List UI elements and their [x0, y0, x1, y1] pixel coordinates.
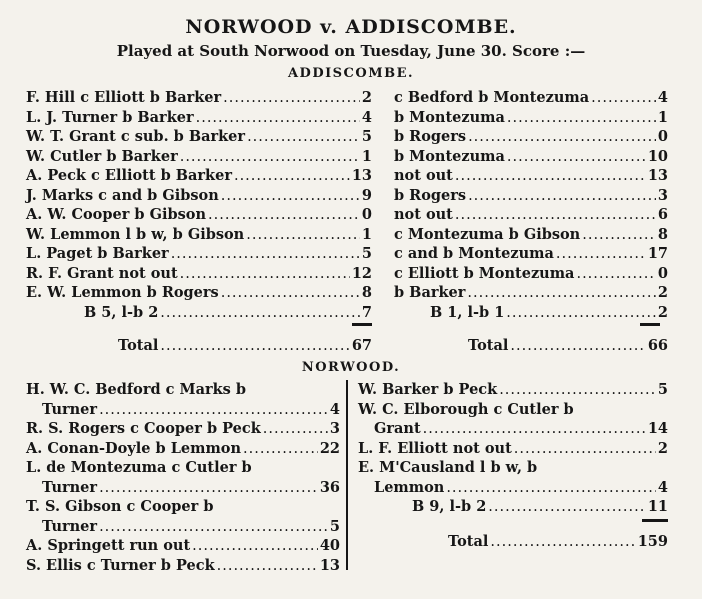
dot-leader — [582, 225, 656, 245]
dot-leader — [247, 127, 360, 147]
batsman-text: A. W. Cooper b Gibson — [26, 206, 206, 223]
batsman-text: R. S. Rogers c Cooper b Peck — [26, 420, 261, 437]
batsman-text: b Rogers — [394, 128, 467, 145]
batsman-text: Turner — [42, 401, 98, 418]
norwood-heading: NORWOOD. — [301, 360, 401, 375]
batsman-entry — [26, 556, 340, 576]
batsman-text: A. Conan-Doyle b Lemmon — [26, 440, 242, 457]
total-label: Total — [448, 533, 489, 550]
first-innings-row — [26, 166, 372, 186]
dot-leader — [263, 419, 328, 439]
first-innings-row — [26, 225, 372, 245]
dot-leader — [221, 283, 360, 303]
runs-value: 2 — [361, 89, 372, 106]
dot-leader — [556, 244, 646, 264]
total-value: 67 — [351, 337, 372, 354]
dot-leader — [192, 536, 318, 556]
runs-value: 36 — [319, 479, 340, 496]
runs-value: 3 — [329, 420, 340, 437]
batsman-entry — [358, 380, 668, 400]
first-innings-row — [26, 264, 372, 284]
runs-value: 6 — [657, 206, 668, 223]
batsman-text: A. Springett run out — [26, 537, 191, 554]
second-innings-row — [394, 244, 668, 264]
runs-value: 1 — [361, 148, 372, 165]
runs-value: 9 — [361, 187, 372, 204]
column-divider — [346, 380, 348, 570]
first-innings-total-rule — [352, 323, 372, 326]
runs-value: 8 — [361, 284, 372, 301]
dot-leader — [507, 147, 646, 167]
batsman-entry-continued — [42, 400, 340, 420]
batsman-entry-continued — [374, 419, 668, 439]
batsman-text: b Montezuma — [394, 148, 505, 165]
runs-value: 0 — [657, 265, 668, 282]
batsman-text: W. T. Grant c sub. b Barker — [26, 128, 246, 145]
runs-value: 1 — [361, 226, 372, 243]
runs-value: 22 — [319, 440, 340, 457]
batsman-text: Turner — [42, 479, 98, 496]
runs-value: 14 — [647, 420, 668, 437]
total-label: Total — [468, 337, 509, 354]
batsman-entry — [358, 400, 668, 420]
norwood-total-rule — [642, 519, 668, 522]
batsman-entry-continued — [374, 478, 668, 498]
match-subtitle: Played at South Norwood on Tuesday, June 30. Score :— — [116, 42, 586, 60]
runs-value: 4 — [657, 479, 668, 496]
batsman-text: B 1, l-b 1 — [430, 304, 505, 321]
batsman-text: L. de Montezuma c Cutler b — [26, 459, 252, 476]
batsman-text: c and b Montezuma — [394, 245, 554, 262]
runs-value: 2 — [657, 440, 668, 457]
dot-leader — [490, 532, 635, 552]
dot-leader — [455, 166, 646, 186]
dot-leader — [467, 283, 656, 303]
second-innings-extras — [430, 303, 668, 323]
batsman-entry-continued — [42, 478, 340, 498]
runs-value: 5 — [361, 245, 372, 262]
total-value: 66 — [647, 337, 668, 354]
dot-leader — [171, 244, 360, 264]
first-innings-extras — [84, 303, 372, 323]
batsman-text: W. Barker b Peck — [358, 381, 498, 398]
batsman-text: c Bedford b Montezuma — [394, 89, 590, 106]
batsman-text: S. Ellis c Turner b Peck — [26, 557, 215, 574]
batsman-text: not out — [394, 206, 453, 223]
batsman-text: T. S. Gibson c Cooper b — [26, 498, 214, 515]
batsman-entry — [358, 458, 668, 478]
batsman-text: R. F. Grant not out — [26, 265, 178, 282]
first-innings-row — [26, 283, 372, 303]
batsman-entry — [26, 497, 340, 517]
addiscombe-second-total — [468, 336, 668, 356]
batsman-text: L. J. Turner b Barker — [26, 109, 194, 126]
batsman-text: E. W. Lemmon b Rogers — [26, 284, 219, 301]
dot-leader — [160, 303, 360, 323]
norwood-extras — [412, 497, 668, 517]
match-title: NORWOOD v. ADDISCOMBE. — [185, 16, 517, 38]
batsman-text: W. Lemmon l b w, b Gibson — [26, 226, 245, 243]
dot-leader — [499, 380, 656, 400]
dot-leader — [591, 88, 656, 108]
runs-value: 1 — [657, 109, 668, 126]
batsman-text: not out — [394, 167, 453, 184]
dot-leader — [576, 264, 655, 284]
runs-value: 8 — [657, 226, 668, 243]
runs-value: 0 — [361, 206, 372, 223]
dot-leader — [180, 147, 360, 167]
runs-value: 13 — [319, 557, 340, 574]
dot-leader — [99, 517, 328, 537]
second-innings-total-rule — [640, 323, 660, 326]
dot-leader — [514, 439, 656, 459]
total-value: 159 — [637, 533, 668, 550]
dot-leader — [468, 127, 656, 147]
second-innings-row — [394, 186, 668, 206]
dot-leader — [99, 478, 318, 498]
batsman-entry — [26, 536, 340, 556]
dot-leader — [180, 264, 350, 284]
runs-value: 0 — [657, 128, 668, 145]
batsman-text: F. Hill c Elliott b Barker — [26, 89, 222, 106]
dot-leader — [455, 205, 656, 225]
batsman-text: Grant — [374, 420, 421, 437]
batsman-entry — [26, 419, 340, 439]
dot-leader — [510, 336, 645, 356]
runs-value: 13 — [351, 167, 372, 184]
runs-value: 3 — [657, 187, 668, 204]
second-innings-row — [394, 225, 668, 245]
dot-leader — [246, 225, 360, 245]
runs-value: 4 — [657, 89, 668, 106]
runs-value: 11 — [647, 498, 668, 515]
second-innings-row — [394, 108, 668, 128]
dot-leader — [196, 108, 360, 128]
batsman-entry — [26, 380, 340, 400]
batsman-text: A. Peck c Elliott b Barker — [26, 167, 232, 184]
dot-leader — [99, 400, 328, 420]
second-innings-row — [394, 283, 668, 303]
batsman-text: b Barker — [394, 284, 466, 301]
dot-leader — [446, 478, 656, 498]
dot-leader — [488, 497, 646, 517]
first-innings-row — [26, 205, 372, 225]
batsman-text: Turner — [42, 518, 98, 535]
addiscombe-heading: ADDISCOMBE. — [287, 66, 415, 81]
runs-value: 5 — [329, 518, 340, 535]
runs-value: 17 — [647, 245, 668, 262]
dot-leader — [507, 108, 656, 128]
runs-value: 40 — [319, 537, 340, 554]
batsman-text: b Rogers — [394, 187, 467, 204]
batsman-text: b Montezuma — [394, 109, 505, 126]
norwood-total — [448, 532, 668, 552]
dot-leader — [243, 439, 318, 459]
runs-value: 13 — [647, 167, 668, 184]
dot-leader — [221, 186, 360, 206]
runs-value: 7 — [361, 304, 372, 321]
dot-leader — [217, 556, 318, 576]
batsman-text: L. F. Elliott not out — [358, 440, 512, 457]
dot-leader — [468, 186, 656, 206]
batsman-text: B 9, l-b 2 — [412, 498, 487, 515]
batsman-text: W. C. Elborough c Cutler b — [358, 401, 574, 418]
runs-value: 4 — [361, 109, 372, 126]
batsman-text: Lemmon — [374, 479, 445, 496]
first-innings-row — [26, 147, 372, 167]
dot-leader — [208, 205, 360, 225]
first-innings-row — [26, 127, 372, 147]
batsman-entry — [358, 439, 668, 459]
second-innings-row — [394, 147, 668, 167]
batsman-text: B 5, l-b 2 — [84, 304, 159, 321]
batsman-entry — [26, 458, 340, 478]
dot-leader — [423, 419, 646, 439]
second-innings-row — [394, 88, 668, 108]
runs-value: 10 — [647, 148, 668, 165]
runs-value: 5 — [657, 381, 668, 398]
batsman-text: L. Paget b Barker — [26, 245, 169, 262]
batsman-text: c Montezuma b Gibson — [394, 226, 581, 243]
batsman-entry — [26, 439, 340, 459]
second-innings-row — [394, 127, 668, 147]
dot-leader — [506, 303, 656, 323]
dot-leader — [160, 336, 349, 356]
dot-leader — [234, 166, 350, 186]
first-innings-row — [26, 186, 372, 206]
first-innings-row — [26, 108, 372, 128]
second-innings-row — [394, 166, 668, 186]
batsman-text: H. W. C. Bedford c Marks b — [26, 381, 247, 398]
batsman-text: E. M'Causland l b w, b — [358, 459, 538, 476]
first-innings-row — [26, 88, 372, 108]
second-innings-row — [394, 205, 668, 225]
dot-leader — [223, 88, 360, 108]
batsman-text: W. Cutler b Barker — [26, 148, 178, 165]
runs-value: 2 — [657, 304, 668, 321]
batsman-entry-continued — [42, 517, 340, 537]
batsman-text: J. Marks c and b Gibson — [26, 187, 219, 204]
addiscombe-first-total — [118, 336, 372, 356]
runs-value: 5 — [361, 128, 372, 145]
total-label: Total — [118, 337, 159, 354]
runs-value: 2 — [657, 284, 668, 301]
runs-value: 12 — [351, 265, 372, 282]
batsman-text: c Elliott b Montezuma — [394, 265, 575, 282]
second-innings-row — [394, 264, 668, 284]
runs-value: 4 — [329, 401, 340, 418]
first-innings-row — [26, 244, 372, 264]
